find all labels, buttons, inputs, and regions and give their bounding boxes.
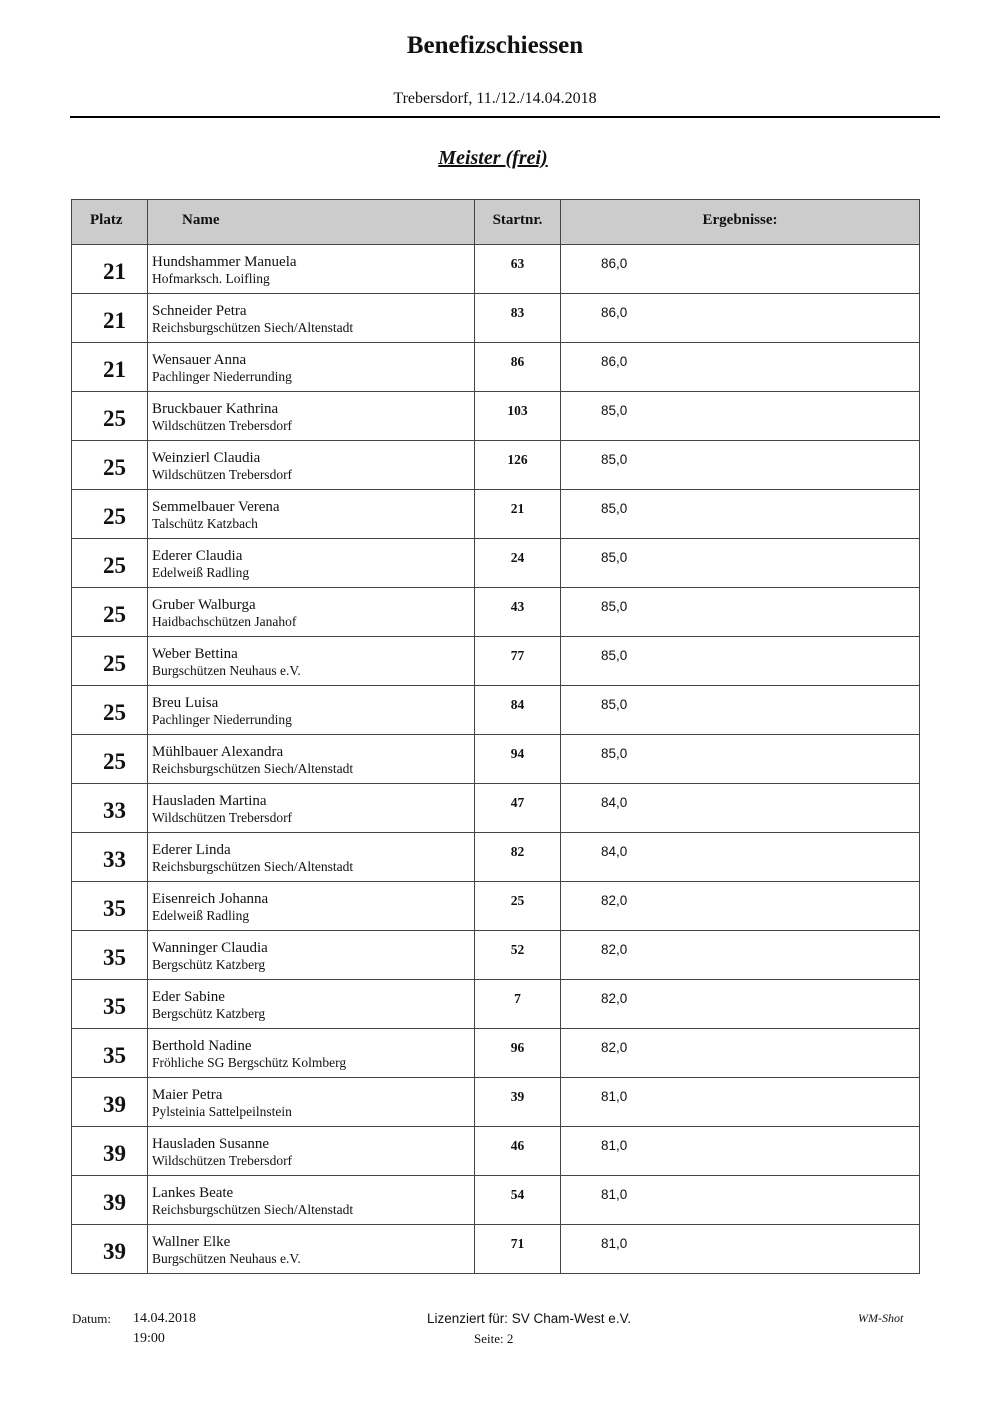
result-cell: 84,0 [561,784,920,833]
participant-cell [148,1225,475,1274]
result-cell: 85,0 [561,392,920,441]
club-name: Talschütz Katzbach [152,516,258,531]
header-divider [70,116,940,118]
club-name: Reichsburgschützen Siech/Altenstadt [152,859,354,874]
rank-cell: 21 [72,245,148,294]
start-number-cell: 126 [475,441,561,490]
table-row [72,343,920,392]
result-cell: 81,0 [561,1127,920,1176]
participant-name: Maier Petra [152,1087,223,1103]
participant-cell [148,441,475,490]
result-cell: 82,0 [561,882,920,931]
start-number-cell: 21 [475,490,561,539]
participant-name: Weinzierl Claudia [152,450,261,466]
table-row [72,735,920,784]
participant-cell [148,294,475,343]
footer-software-name: WM-Shot [858,1311,904,1325]
start-number-cell: 82 [475,833,561,882]
participant-cell [148,588,475,637]
result-cell: 86,0 [561,343,920,392]
column-header-name: Name [148,200,475,245]
participant-name: Weber Bettina [152,646,238,662]
rank-cell: 39 [72,1176,148,1225]
table-row [72,882,920,931]
rank-cell: 25 [72,686,148,735]
participant-cell [148,392,475,441]
rank-cell: 35 [72,1029,148,1078]
participant-cell [148,1029,475,1078]
participant-name: Mühlbauer Alexandra [152,744,284,760]
club-name: Reichsburgschützen Siech/Altenstadt [152,1202,354,1217]
club-name: Edelweiß Radling [152,908,250,923]
footer-date-label: Datum: [72,1311,111,1326]
participant-name: Wensauer Anna [152,352,247,368]
result-cell: 85,0 [561,441,920,490]
result-cell: 82,0 [561,1029,920,1078]
start-number-cell: 54 [475,1176,561,1225]
club-name: Reichsburgschützen Siech/Altenstadt [152,761,354,776]
rank-cell: 25 [72,441,148,490]
club-name: Reichsburgschützen Siech/Altenstadt [152,320,354,335]
table-row [72,1176,920,1225]
footer-time: 19:00 [133,1331,165,1346]
event-subtitle: Trebersdorf, 11./12./14.04.2018 [393,90,597,107]
table-row [72,1078,920,1127]
rank-cell: 33 [72,833,148,882]
rank-cell: 35 [72,882,148,931]
rank-cell: 35 [72,931,148,980]
participant-name: Hausladen Martina [152,793,267,809]
table-row [72,441,920,490]
result-cell: 86,0 [561,245,920,294]
start-number-cell: 25 [475,882,561,931]
rank-cell: 21 [72,343,148,392]
footer-page-number: Seite: 2 [474,1331,514,1346]
table-row [72,833,920,882]
start-number-cell: 96 [475,1029,561,1078]
participant-cell [148,637,475,686]
participant-name: Lankes Beate [152,1185,234,1201]
participant-cell [148,784,475,833]
club-name: Wildschützen Trebersdorf [152,810,293,825]
start-number-cell: 24 [475,539,561,588]
table-row [72,686,920,735]
table-row [72,980,920,1029]
result-cell: 85,0 [561,539,920,588]
club-name: Burgschützen Neuhaus e.V. [152,1251,301,1266]
start-number-cell: 39 [475,1078,561,1127]
club-name: Wildschützen Trebersdorf [152,1153,293,1168]
result-cell: 82,0 [561,931,920,980]
rank-cell: 35 [72,980,148,1029]
rank-cell: 39 [72,1078,148,1127]
start-number-cell: 103 [475,392,561,441]
table-row [72,931,920,980]
table-row [72,392,920,441]
table-row [72,539,920,588]
club-name: Pachlinger Niederrunding [152,369,292,384]
participant-cell [148,245,475,294]
start-number-cell: 52 [475,931,561,980]
result-cell: 85,0 [561,588,920,637]
table-row [72,1127,920,1176]
participant-cell [148,931,475,980]
result-cell: 81,0 [561,1176,920,1225]
participant-name: Semmelbauer Verena [152,499,280,515]
rank-cell: 39 [72,1225,148,1274]
rank-cell: 33 [72,784,148,833]
participant-cell [148,833,475,882]
start-number-cell: 77 [475,637,561,686]
table-row [72,1029,920,1078]
result-cell: 85,0 [561,490,920,539]
start-number-cell: 63 [475,245,561,294]
rank-cell: 21 [72,294,148,343]
rank-cell: 25 [72,392,148,441]
result-cell: 84,0 [561,833,920,882]
footer-date: 14.04.2018 [133,1311,196,1326]
participant-cell [148,882,475,931]
participant-name: Ederer Claudia [152,548,243,564]
start-number-cell: 83 [475,294,561,343]
club-name: Wildschützen Trebersdorf [152,418,293,433]
table-row [72,1225,920,1274]
club-name: Bergschütz Katzberg [152,1006,266,1021]
start-number-cell: 86 [475,343,561,392]
section-title: Meister (frei) [438,147,548,169]
participant-cell [148,1176,475,1225]
club-name: Pachlinger Niederrunding [152,712,292,727]
start-number-cell: 46 [475,1127,561,1176]
participant-cell [148,980,475,1029]
results-table-body [72,245,920,1274]
result-cell: 81,0 [561,1078,920,1127]
participant-name: Eder Sabine [152,989,225,1005]
start-number-cell: 43 [475,588,561,637]
rank-cell: 25 [72,588,148,637]
table-row [72,490,920,539]
table-row [72,784,920,833]
participant-name: Bruckbauer Kathrina [152,401,279,417]
participant-name: Hundshammer Manuela [152,254,297,270]
participant-name: Breu Luisa [152,695,219,711]
table-row [72,294,920,343]
club-name: Wildschützen Trebersdorf [152,467,293,482]
result-cell: 85,0 [561,686,920,735]
start-number-cell: 47 [475,784,561,833]
participant-name: Hausladen Susanne [152,1136,270,1152]
result-cell: 86,0 [561,294,920,343]
start-number-cell: 84 [475,686,561,735]
result-cell: 82,0 [561,980,920,1029]
start-number-cell: 71 [475,1225,561,1274]
participant-cell [148,1127,475,1176]
start-number-cell: 7 [475,980,561,1029]
result-cell: 85,0 [561,735,920,784]
start-number-cell: 94 [475,735,561,784]
club-name: Edelweiß Radling [152,565,250,580]
participant-cell [148,735,475,784]
participant-name: Berthold Nadine [152,1038,252,1054]
column-header-startnr: Startnr. [475,200,561,245]
page-title: Benefizschiessen [406,32,584,59]
club-name: Bergschütz Katzberg [152,957,266,972]
participant-cell [148,490,475,539]
participant-name: Wallner Elke [152,1234,231,1250]
table-row [72,588,920,637]
rank-cell: 25 [72,637,148,686]
table-header-row [72,200,920,245]
participant-cell [148,1078,475,1127]
result-cell: 81,0 [561,1225,920,1274]
participant-name: Ederer Linda [152,842,231,858]
club-name: Haidbachschützen Janahof [152,614,297,629]
results-table [71,199,920,1274]
club-name: Burgschützen Neuhaus e.V. [152,663,301,678]
participant-cell [148,343,475,392]
column-header-platz: Platz [72,200,148,245]
rank-cell: 25 [72,539,148,588]
result-cell: 85,0 [561,637,920,686]
footer-license: Lizenziert für: SV Cham-West e.V. [427,1311,632,1326]
rank-cell: 39 [72,1127,148,1176]
club-name: Fröhliche SG Bergschütz Kolmberg [152,1055,347,1070]
participant-name: Eisenreich Johanna [152,891,269,907]
rank-cell: 25 [72,490,148,539]
participant-name: Wanninger Claudia [152,940,268,956]
participant-cell [148,686,475,735]
table-row [72,245,920,294]
participant-name: Gruber Walburga [152,597,256,613]
column-header-ergebnisse: Ergebnisse: [561,200,920,245]
rank-cell: 25 [72,735,148,784]
club-name: Hofmarksch. Loifling [152,271,270,286]
table-row [72,637,920,686]
participant-name: Schneider Petra [152,303,247,319]
club-name: Pylsteinia Sattelpeilnstein [152,1104,292,1119]
participant-cell [148,539,475,588]
